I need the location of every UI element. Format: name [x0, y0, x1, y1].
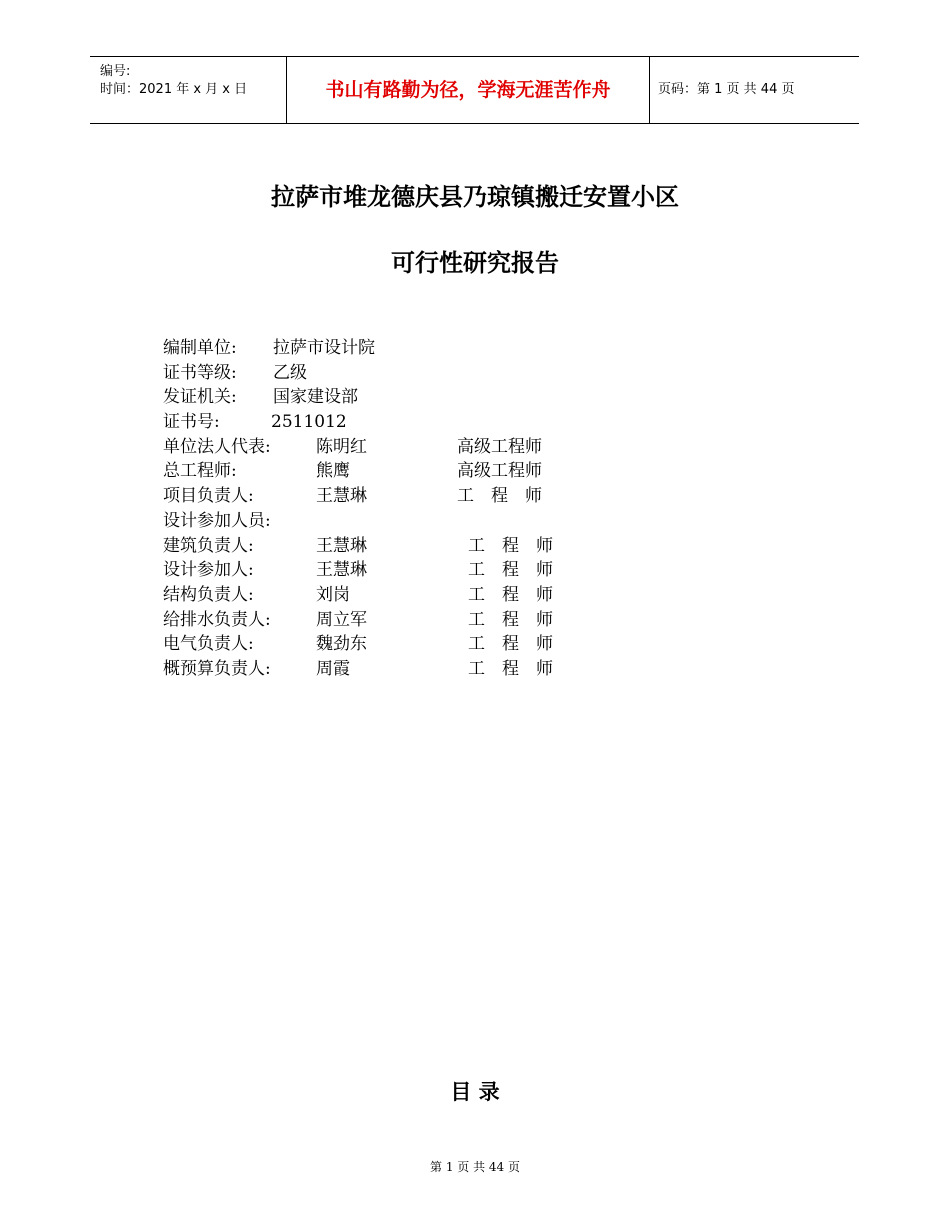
- header-table: [90, 56, 859, 124]
- number-label: 编号:: [100, 64, 131, 79]
- toc-heading: 目 录: [450, 1080, 500, 1104]
- credit-title: 工 程 师: [468, 658, 553, 679]
- credit-value: 熊鹰: [316, 461, 350, 482]
- credit-label: 设计参加人员:: [163, 510, 271, 531]
- credit-label: 编制单位:: [163, 338, 237, 358]
- credit-value: 周霞: [316, 658, 350, 679]
- credit-value: 周立军: [316, 609, 367, 630]
- credit-label: 项目负责人:: [163, 486, 254, 507]
- credit-value: 陈明红: [316, 436, 367, 457]
- page-footer: 第 1 页 共 44 页: [430, 1160, 520, 1174]
- report-title-line2: 可行性研究报告: [391, 249, 559, 277]
- credit-label: 总工程师:: [163, 461, 237, 482]
- credit-title: 高级工程师: [457, 436, 542, 457]
- report-title-line1: 拉萨市堆龙德庆县乃琼镇搬迁安置小区: [271, 183, 679, 211]
- credit-value: 王慧琳: [316, 560, 367, 581]
- credit-value: 拉萨市设计院: [273, 338, 375, 358]
- credit-title: 工 程 师: [457, 486, 542, 507]
- credit-title: 工 程 师: [468, 584, 553, 605]
- credit-label: 结构负责人:: [163, 584, 254, 605]
- credit-value: 王慧琳: [316, 486, 367, 507]
- credit-title: 工 程 师: [468, 535, 553, 556]
- credit-label: 单位法人代表:: [163, 436, 271, 457]
- credit-title: 工 程 师: [468, 634, 553, 655]
- credit-value: 国家建设部: [273, 387, 358, 408]
- credit-label: 证书等级:: [163, 362, 237, 383]
- credit-value: 魏劲东: [316, 634, 367, 655]
- credit-value: 乙级: [273, 362, 307, 383]
- credit-label: 发证机关:: [163, 387, 237, 408]
- credit-title: 工 程 师: [468, 560, 553, 581]
- credit-value: 王慧琳: [316, 535, 367, 556]
- credit-value: 刘岗: [316, 584, 350, 605]
- header-motto: 书山有路勤为径，学海无涯苦作舟: [287, 57, 650, 123]
- credit-label: 给排水负责人:: [163, 609, 271, 630]
- header-page-info: 页码：第 1 页 共 44 页: [658, 82, 795, 97]
- credit-label: 证书号:: [163, 412, 220, 433]
- credit-title: 高级工程师: [457, 461, 542, 482]
- credit-label: 建筑负责人:: [163, 535, 254, 556]
- header-left-cell: [90, 57, 287, 123]
- credit-label: 设计参加人:: [163, 560, 254, 581]
- credit-value: 2511012: [271, 412, 347, 433]
- credit-label: 电气负责人:: [163, 634, 254, 655]
- time-label: 时间：2021 年 x 月 x 日: [100, 82, 248, 97]
- credit-title: 工 程 师: [468, 609, 553, 630]
- credit-label: 概预算负责人:: [163, 658, 271, 679]
